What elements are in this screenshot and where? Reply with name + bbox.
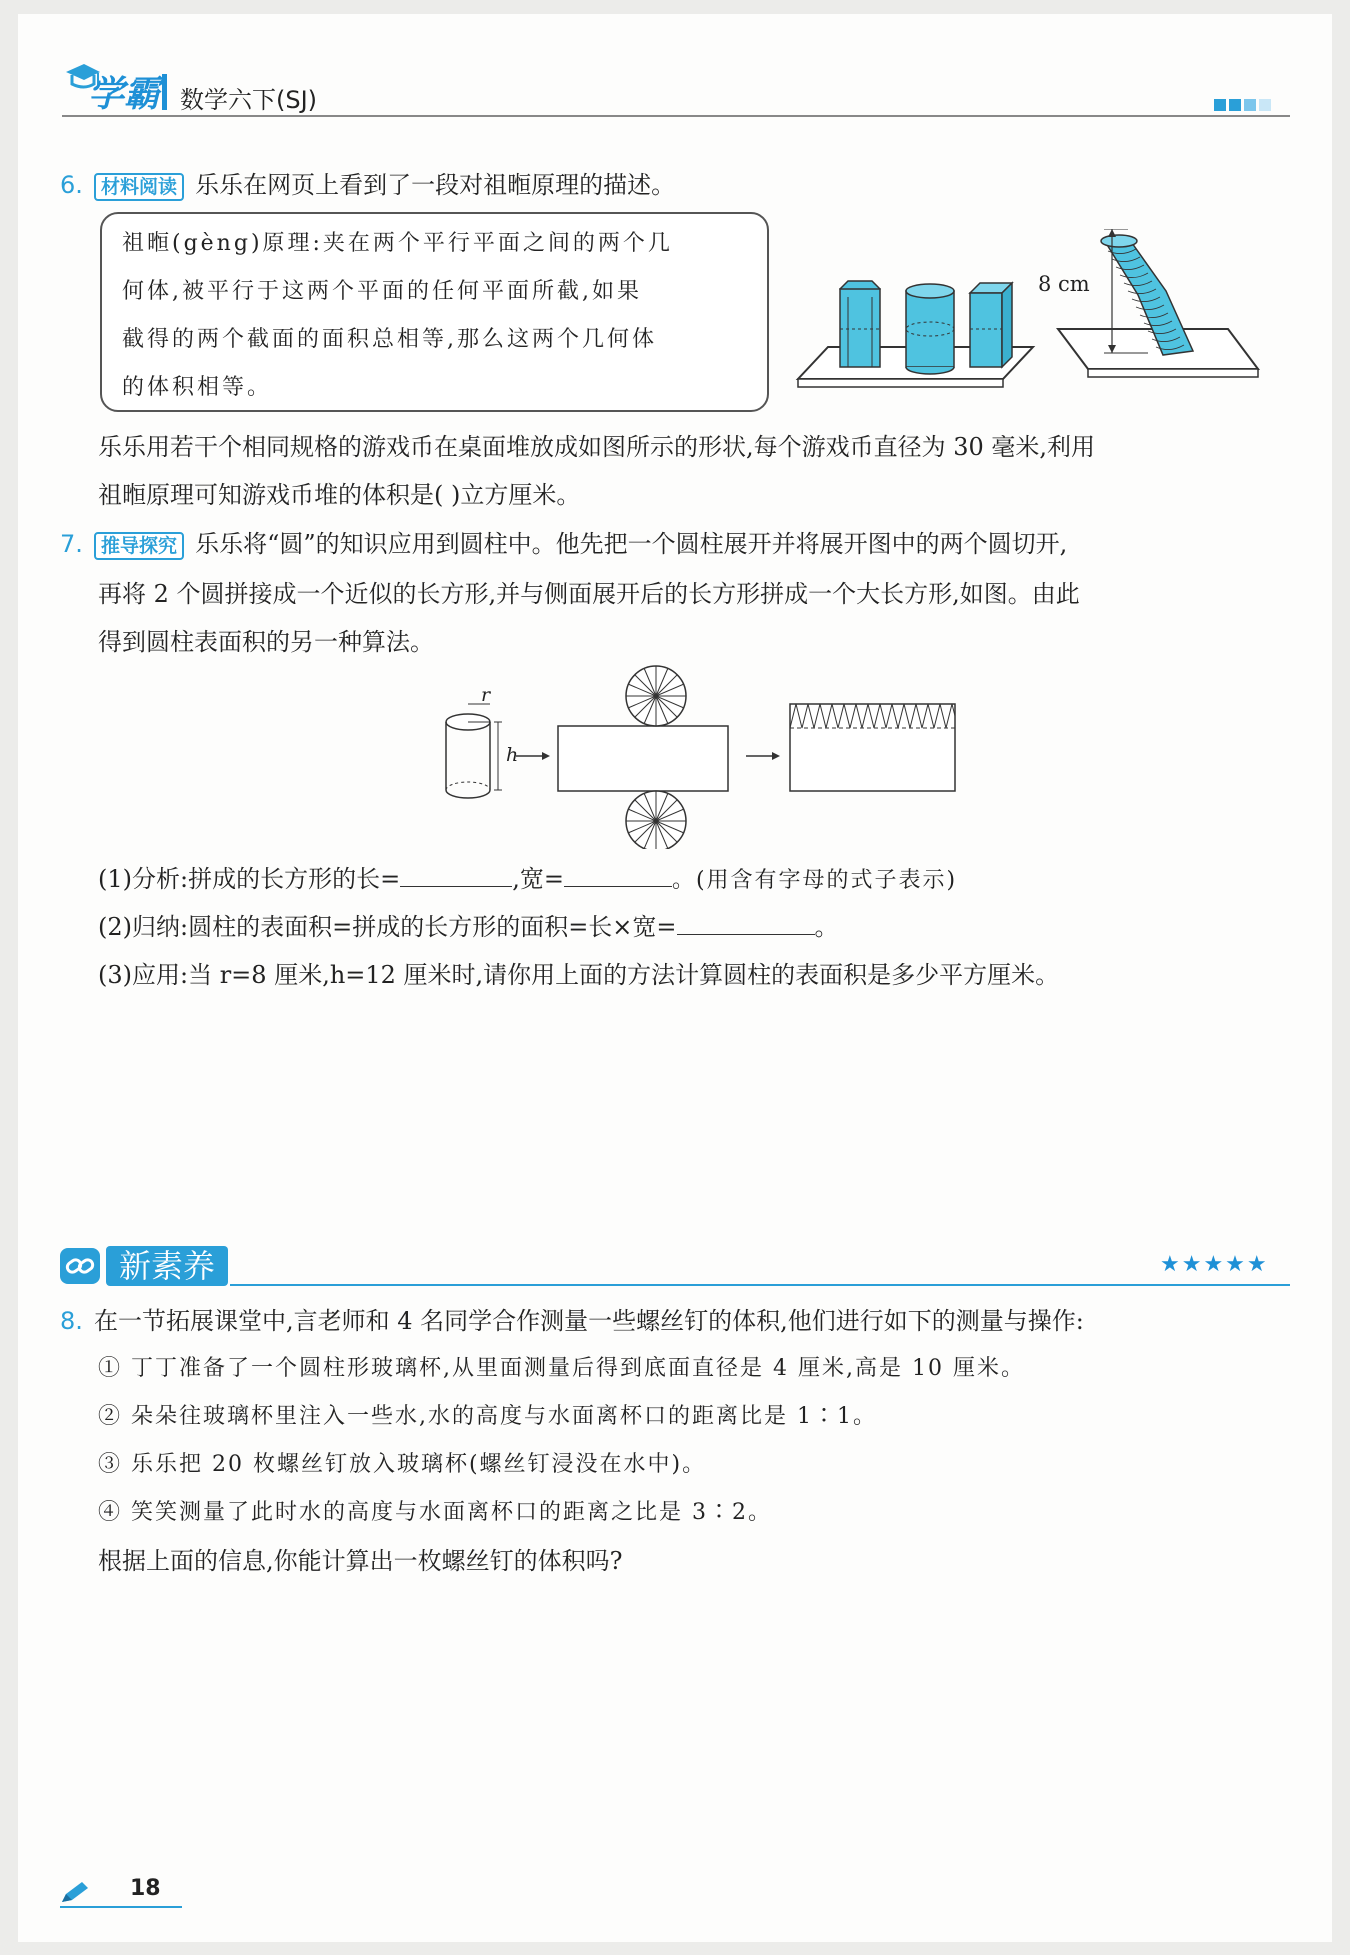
q8-step-3: ③ 乐乐把 20 枚螺丝钉放入玻璃杯(螺丝钉浸没在水中)。: [98, 1452, 707, 1477]
book-subtitle: 数学六下(SJ): [180, 86, 318, 114]
sub2-text-a: (2)归纳:圆柱的表面积=拼成的长方形的面积=长×宽=: [98, 913, 677, 941]
footer: [60, 1876, 190, 1910]
pencil-icon: [60, 1880, 90, 1904]
header-rule: [62, 115, 1290, 117]
q7-sub1: [98, 864, 957, 896]
q8-question: 根据上面的信息,你能计算出一枚螺丝钉的体积吗?: [98, 1547, 623, 1575]
header: [18, 14, 1332, 124]
q7-line-3: 得到圆柱表面积的另一种算法。: [98, 628, 434, 656]
cylinder-solid: [906, 284, 954, 374]
q6-tag: 材料阅读: [94, 173, 184, 201]
q8-header: [60, 1306, 1084, 1336]
height-h-label: h: [506, 744, 519, 766]
difficulty-stars: ★★★★★: [1160, 1252, 1269, 1277]
radius-label: r: [481, 684, 491, 706]
q6-intro: 乐乐在网页上看到了一段对祖暅原理的描述。: [195, 171, 676, 199]
section-header: [60, 1244, 1290, 1288]
q7-line-1: 乐乐将“圆”的知识应用到圆柱中。他先把一个圆柱展开并将展开图中的两个圆切开,: [195, 530, 1068, 558]
footer-rule: [60, 1906, 182, 1908]
area-blank[interactable]: [677, 912, 815, 935]
logo-text: 学霸: [88, 74, 161, 115]
q6-number: 6.: [60, 171, 83, 199]
q8-step-1: ① 丁丁准备了一个圆柱形玻璃杯,从里面测量后得到底面直径是 4 厘米,高是 10 厘米。: [98, 1356, 1025, 1381]
q7-line-2: 再将 2 个圆拼接成一个近似的长方形,并与侧面展开后的长方形拼成一个大长方形,如图。由此: [98, 580, 1080, 608]
sub1-text-b: ,宽=: [512, 865, 564, 893]
top-circle: [626, 666, 686, 726]
q6-body-line-2: 祖暅原理可知游戏币堆的体积是( )立方厘米。: [98, 481, 581, 509]
principle-line-3: 截得的两个截面的面积总相等,那么这两个几何体: [122, 327, 657, 352]
sub1-text-a: (1)分析:拼成的长方形的长=: [98, 865, 401, 893]
section-rule: [230, 1284, 1290, 1286]
width-blank[interactable]: [564, 864, 672, 887]
principle-line-4: 的体积相等。: [122, 375, 273, 400]
q7-header: [60, 529, 1067, 559]
q8-number: 8.: [60, 1307, 83, 1335]
height-label: 8 cm: [1038, 272, 1090, 296]
principle-line-1: 祖暅(gèng)原理:夹在两个平行平面之间的两个几: [122, 231, 673, 256]
q7-number: 7.: [60, 530, 83, 558]
cylinder: [446, 704, 502, 798]
page-number: 18: [130, 1876, 161, 1901]
solids-figure: [788, 229, 1288, 404]
link-icon: [60, 1248, 100, 1284]
principle-line-2: 何体,被平行于这两个平面的任何平面所截,如果: [122, 279, 642, 304]
q8-intro: 在一节拓展课堂中,言老师和 4 名同学合作测量一些螺丝钉的体积,他们进行如下的测量与操作:: [94, 1307, 1084, 1335]
logo-divider: [162, 74, 167, 110]
q7-tag: 推导探究: [94, 532, 184, 560]
q7-sub2: [98, 912, 839, 942]
q8-step-4: ④ 笑笑测量了此时水的高度与水面离杯口的距离之比是 3∶2。: [98, 1500, 772, 1525]
sub1-text-c: 。(用含有字母的式子表示): [671, 868, 958, 893]
q6-header: [60, 170, 675, 200]
q6-body-line-1: 乐乐用若干个相同规格的游戏币在桌面堆放成如图所示的形状,每个游戏币直径为 30 毫米,利用: [98, 433, 1096, 461]
q8-step-2: ② 朵朵往玻璃杯里注入一些水,水的高度与水面离杯口的距离比是 1∶1。: [98, 1404, 877, 1429]
length-blank[interactable]: [400, 864, 512, 887]
header-squares: [1214, 96, 1271, 115]
bottom-circle: [626, 791, 686, 849]
q7-sub3: (3)应用:当 r=8 厘米,h=12 厘米时,请你用上面的方法计算圆柱的表面积是多少平方厘米。: [98, 961, 1060, 989]
page: [18, 14, 1332, 1942]
sub2-text-b: 。: [814, 913, 839, 941]
hex-prism: [840, 281, 880, 367]
principle-box: [100, 212, 769, 412]
cube-solid: [970, 283, 1012, 367]
section-title: 新素养: [106, 1246, 228, 1286]
